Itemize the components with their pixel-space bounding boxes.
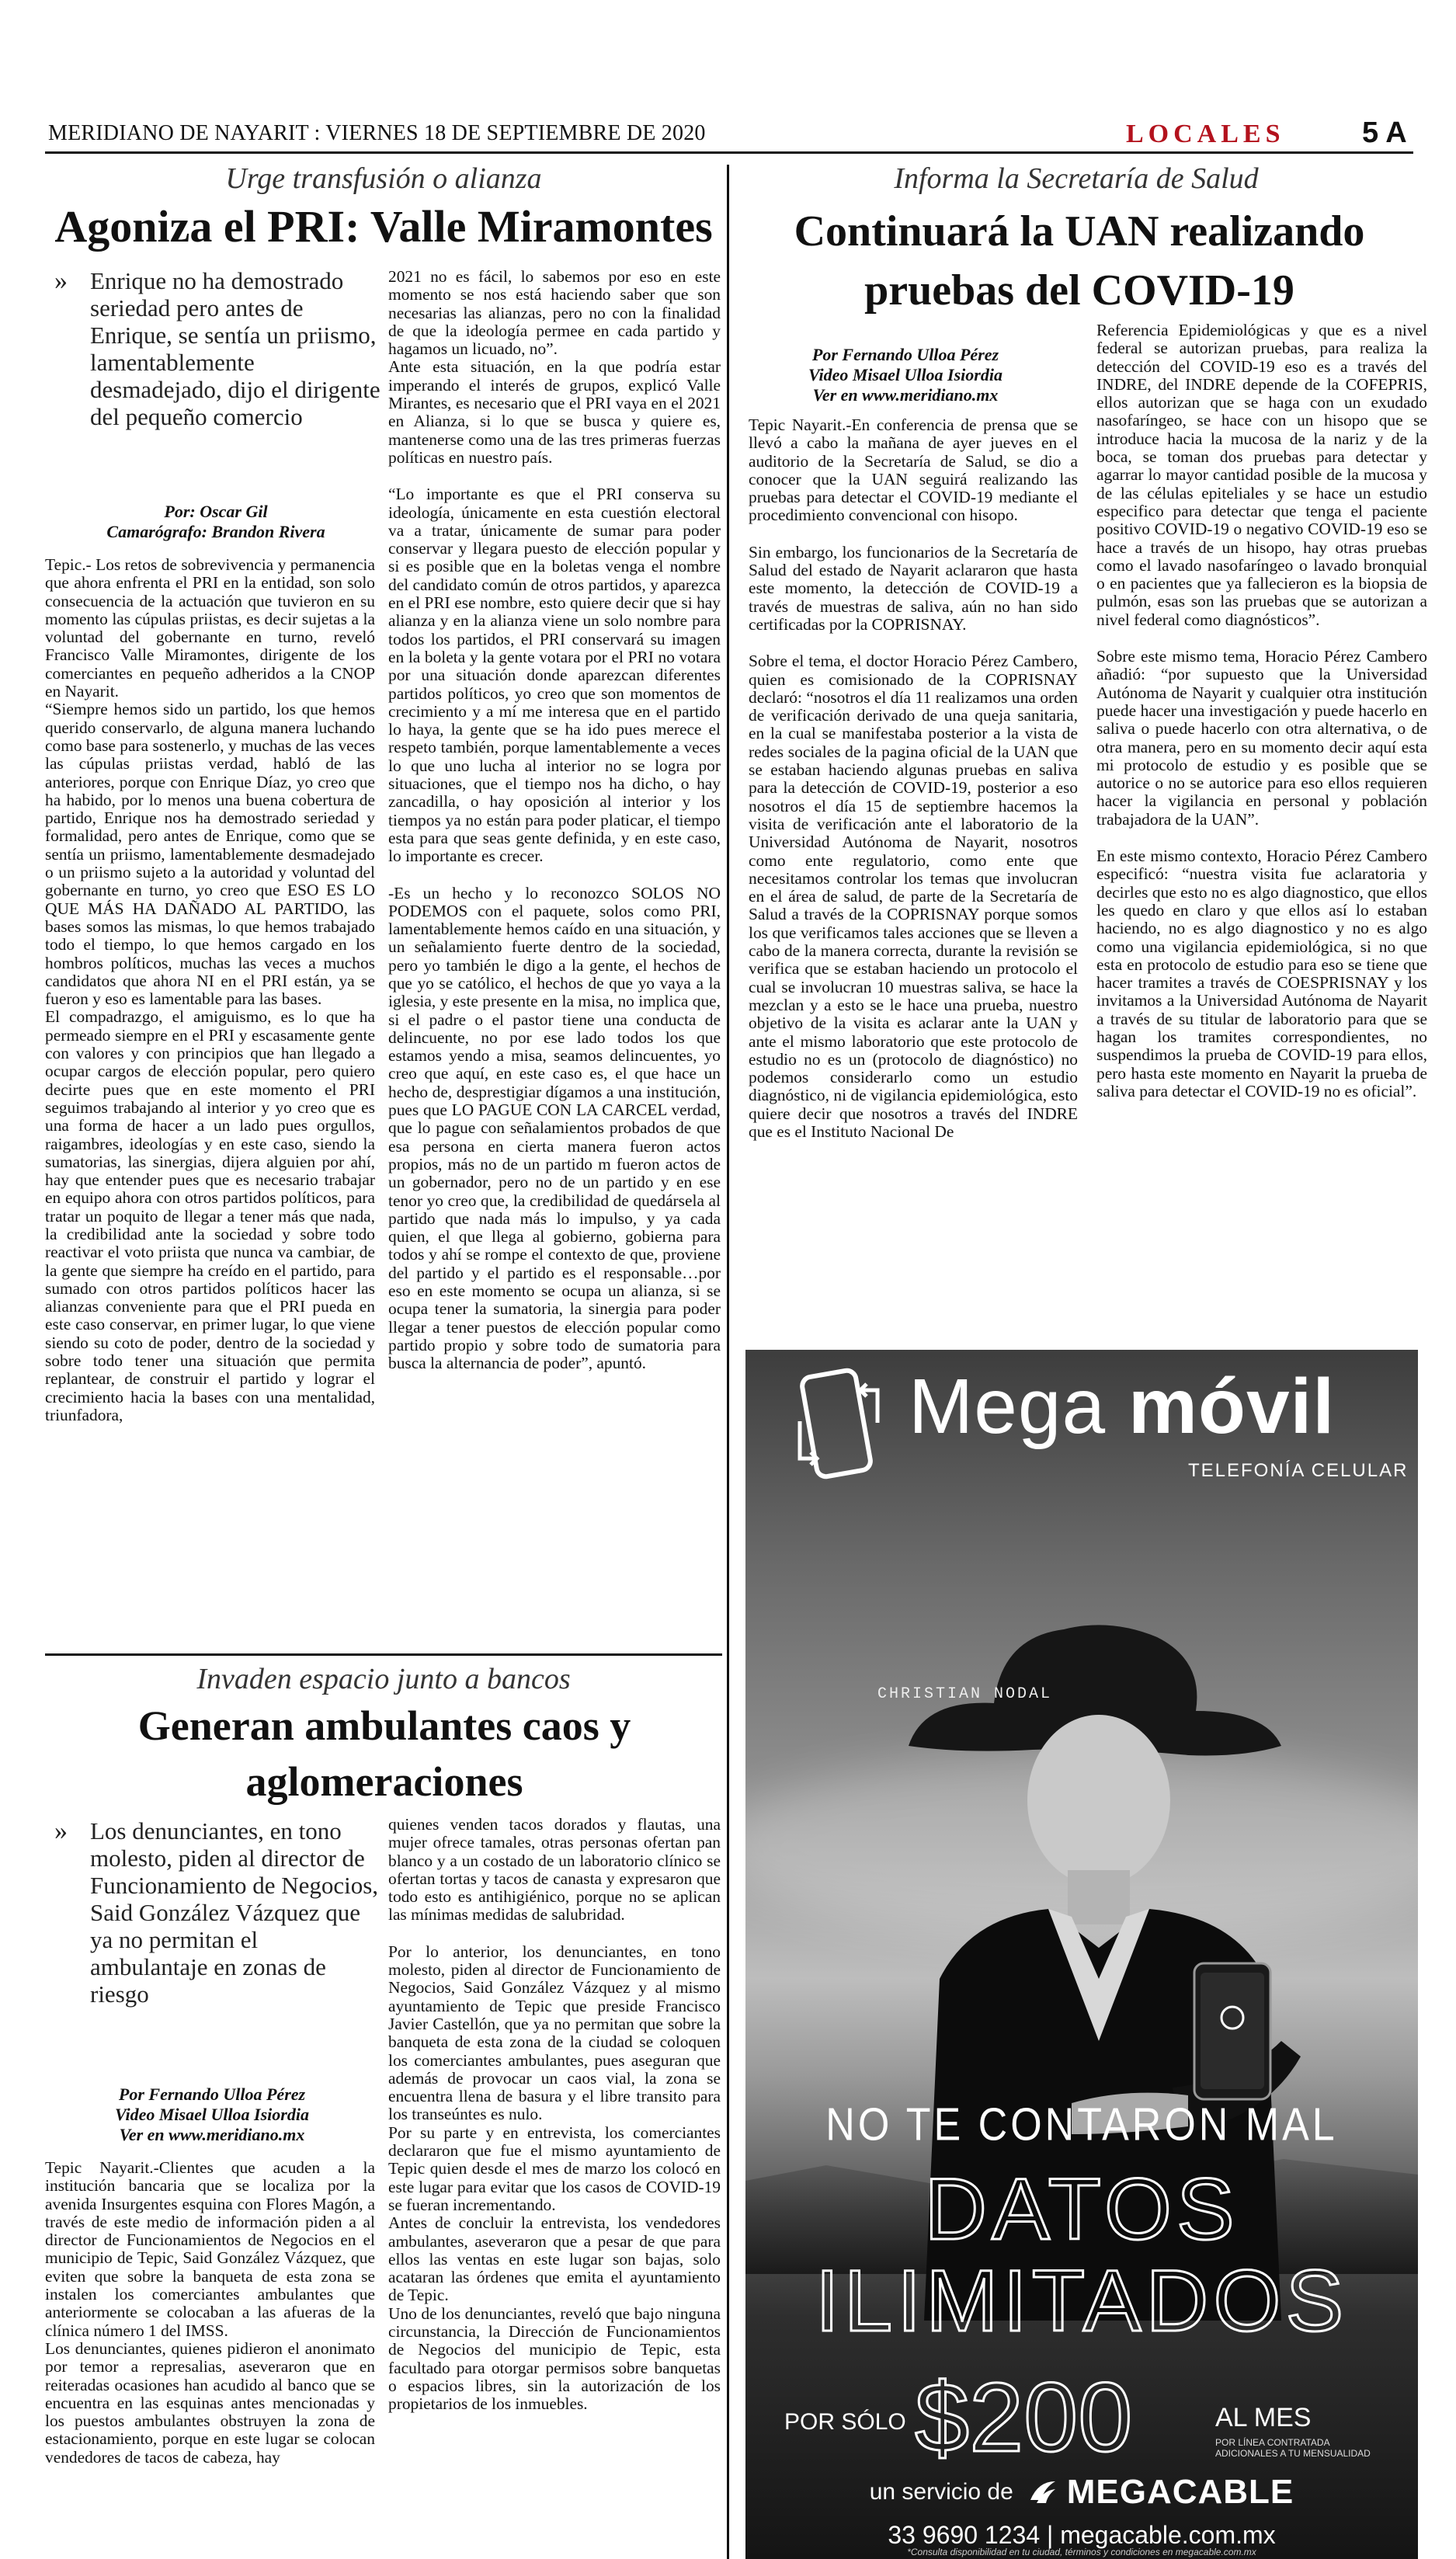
ad-price-period: AL MES <box>1215 2403 1312 2432</box>
article3-byline <box>45 2084 379 2145</box>
ad-brand-light: Mega <box>909 1363 1128 1450</box>
ad-contact[interactable]: 33 9690 1234 | megacable.com.mx <box>888 2521 1276 2549</box>
ad-service-brand: MEGACABLE <box>1066 2473 1294 2511</box>
ad-price-prefix: POR SÓLO <box>784 2409 906 2435</box>
article1-summary <box>45 267 387 430</box>
article3-c2-p2: Por lo anterior, los denunciantes, en tono molesto, piden al director de Funcionamiento de Negocios, Said González Vázquez y al mismo ayuntamiento de Tepic que preside Francisco Javier Castellón, que ya no permitan que sobre la banqueta de esta zona de la ciudad se coloquen los comerciantes ambulantes, pues aseguran que además de provocar un caos vial, la zona se encuentra llena de basura y el libre transito para los transeúntes es nulo. <box>388 1942 721 2124</box>
article3-column-1 <box>45 2159 375 2467</box>
ad-brand-subtitle: TELEFONÍA CELULAR <box>1188 1460 1409 1481</box>
article3-c2-p1: quienes venden tacos dorados y flautas, una mujer ofrece tamales, otras personas ofertan pan blanco y a un costado de un laboratorio clínico se ofertan tortas y tacos de canasta y expresaron que todo esto es antihigiénico, porque no se aplican las mínimas medidas de salubridad. <box>388 1815 721 1924</box>
article3-c1-p1: Tepic Nayarit.-Clientes que acuden a la institución bancaria que se localiza por la avenida Insurgentes esquina con Flores Magón, a través de este medio de información piden a al director de Funcionamientos de Negocios en el municipio de Tepic, Said González Vázquez, que eviten que sobre la banqueta de esta zona se instalen los comerciantes ambulantes que anteriormente se colocaban a las afueras de la clínica número 1 del IMSS. <box>45 2158 375 2340</box>
article1-byline <box>45 502 387 542</box>
ad-price-row <box>784 2363 1406 2472</box>
article2-c2-p1: Referencia Epidemiológicas y que es a nivel federal se autorizan pruebas, para realiza la detección del COVID-19 eso es a través del INDRE, del INDRE depende de la COFEPRIS, ellos autorizan que se haga con un exudado nasofaríngeo, se hace con un hisopo que se introduce hacia la mucosa de la nariz y de la boca, se toman dos pruebas para detectar y agarrar lo mayor cantidad posible de la mucosa y de las células epiteliales y se hace un estudio especifico para detectar que tenga el paciente positivo COVID-19 o negativo COVID-19 eso se hace a través de un hisopo, hay otras pruebas como el lavado nasofaríngeo o lavado bronquial o en pacientes que ya fallecieron es la biopsia de pulmón, esas son las pruebas que se autorizan a nivel federal como diagnósticos”. <box>1096 321 1427 629</box>
article1-c2-p2: Ante esta situación, en la que podría estar imperando el interés de grupos, explicó Valle Mirantes, es necesario que el PRI vaya en el 2021 en Alianza, si lo que se busca y quiere es, mantenerse como una de las tres primeras fuerzas políticas en nuestro país. <box>388 357 721 467</box>
article3-c1-p2: Los denunciantes, quienes pidieron el anonimato por temor a represalias, aseveraron que en reiteradas ocasiones han acudido al banco que se encuentra en las esquinas antes mencionadas y los puestos ambulantes obstruyen la zona de estacionamiento, porque en este lugar se colocan vendedores de tacos de cabeza, hay <box>45 2338 375 2467</box>
article2-video-credit: Video Misael Ulloa Isiordia <box>808 365 1003 384</box>
article2-column-1 <box>749 416 1078 1141</box>
ad-offer-line1: DATOS <box>924 2161 1239 2258</box>
article3-headline: Generan ambulantes caos y aglomeraciones <box>137 1702 631 1805</box>
ad-brand-block <box>745 1350 1418 1528</box>
article1-summary-text: Enrique no ha demostrado seriedad pero antes de Enrique, se sentía un priismo, lamentablemente desmadejado, dijo el dirigente del pequeño comercio <box>90 267 381 430</box>
article2-c1-p2: Sin embargo, los funcionarios de la Secretaría de Salud del estado de Nayarit aclararon que hasta este momento, la detección de COVID-19 a través de muestras de saliva, aún no han sido certificadas por la COPRISNAY. <box>749 542 1078 634</box>
ad-offer-line2: ILIMITADOS <box>815 2252 1349 2349</box>
article1-c2-p4: -Es un hecho y lo reconozco SOLOS NO PODEMOS con el paquete, solos como PRI, lamentablemente hemos caído en una situación, y un señalamiento fuerte dentro de la sociedad, pero yo también le digo a la gente, el hechos de que yo se católico, el hechos de que yo vaya a la iglesia, y este presente en la misa, no implica que, si el padre o el pastor tiene una conducta de delincuente, no por ese lado todos los que estamos yendo a misa, seamos delincuentes, yo creo que aquí, en este caso es, el que hace un hecho de, desprestigiar dígamos a una institución, pues que LO PAGUE CON LA CARCEL verdad, que lo pague con señalamientos probados de que esa persona en cierta manera fueron actos propios, más no de un partido m fueron actos de un gobernador, pero no de un partido y en ese tenor yo creo que, la credibilidad de quedársela al partido que nada más lo impulso, y ya cada quien, el que llega al gobierno, gobierna para todos y ahí se rompe el contexto de que, proviene del partido y el partido es el responsable…por eso en este momento se ocupa un alianza, si se ocupa tener la sumatoria, la sinergia para poder llegar a tener puestos de elección popular como partido propio y sobre todo de sumatoria para busca la alternancia de poder”, apuntó. <box>388 883 721 1373</box>
article3-summary-text: Los denunciantes, en tono molesto, piden al director de Funcionamiento de Negocios, Said González Vázquez que ya no permitan el ambulantaje en zonas de riesgo <box>90 1817 379 2008</box>
article3-video-credit: Video Misael Ulloa Isiordia <box>115 2105 309 2124</box>
article2-kicker: Informa la Secretaría de Salud <box>894 162 1259 195</box>
summary-bullet-icon: » <box>54 1817 68 1845</box>
article1-c2-p3: “Lo importante es que el PRI conserva su ideología, únicamente en esta cuestión electoral va a tratar, únicamente de sumar para poder conservar y llegara puesto de elección popular y si es posible que en la boletas venga el nombre del candidato común de otros partidos, y aparezca en el PRI ese nombre, esto quiere decir que si hay alianza y en la alianza viene un solo nombre para todos los partidos, el PRI conservará su imagen en la boleta y la gente votara por el PRI no votara por una situación donde aparezcan diferentes partidos políticos, yo creo que son momentos de crecimiento y a mí me interesa que en el partido lo haya, la gente que se ha ido pues merece el respeto también, porque lamentablemente a veces lo que uno lucha al interior no se logra por situaciones, que el tiempo nos ha dicho, o hay zancadilla, o hay oposición al interior y los tiempos ya no están para poder platicar, el tiempo esta para que seas gente definida, y en este caso, lo importante es crecer. <box>388 485 721 866</box>
ad-offer <box>745 2161 1418 2349</box>
article3-c2-p3: Por su parte y en entrevista, los comerciantes declararon que fue el mismo ayuntamiento de Tepic quien desde el mes de marzo los colocó en este lugar para evitar que los casos de COVID-19 se fueran incrementando. <box>388 2123 721 2214</box>
ad-brand-bold: móvil <box>1128 1363 1336 1450</box>
page-header <box>45 116 1413 154</box>
masthead-date: MERIDIANO DE NAYARIT : VIERNES 18 DE SEPTIEMBRE DE 2020 <box>48 121 706 145</box>
ad-service-line <box>745 2473 1418 2512</box>
article2-headline: Continuará la UAN realizando pruebas del COVID-19 <box>794 207 1365 315</box>
article2-author: Por Fernando Ulloa Pérez <box>811 345 999 364</box>
article1-headline: Agoniza el PRI: Valle Miramontes <box>54 201 713 252</box>
article2-c2-p3: En este mismo contexto, Horacio Pérez Cambero especificó: “nuestra visita fue aclaratoria y decirles que esto no es algo diagnostico, que ellos les quedo en claro y que ellos así lo estaban haciendo, no es algo diagnostico y no es algo como una vigilancia epidemiológica, si no que esta en protocolo de estudio para eso se tiene que hacer tramites a través de COESPRISNAY y los invitamos a la Universidad Autónoma de Nayarit a través de su titular de laboratorio para que se hagan los tramites correspondientes, no suspendimos la prueba de COVID-19 para ellos, pero hasta este momento en Nayarit la prueba de saliva para detectar el COVID-19 no es oficial”. <box>1096 847 1427 1100</box>
article3-author: Por Fernando Ulloa Pérez <box>118 2084 306 2104</box>
article1-c1-p1: Tepic.- Los retos de sobrevivencia y permanencia que ahora enfrenta el PRI en la entidad, son solo consecuencia de la actuación que tuvieron en su momento las cúpulas priistas, es decir sujetas a la voluntad del gobernante en turno, reveló Francisco Valle Miramontes, dirigente de los comerciantes en pequeño adheridos a la CNOP en Nayarit. <box>45 555 375 701</box>
megamovil-advertisement[interactable] <box>745 1350 1418 2559</box>
ad-service-prefix: un servicio de <box>869 2479 1013 2505</box>
ad-brand-title <box>909 1362 1335 1452</box>
article3-column-2 <box>388 1816 721 2414</box>
megacable-logo-icon <box>1027 2477 1058 2508</box>
article1-c1-p3: El compadrazgo, el amiguismo, es lo que ha permeado siempre en el PRI y escasamente gente con valores y con principios que han llegado a ocupar cargos de elección popular, pero quiero decirte pues que en este momento el PRI seguimos trabajando al interior y yo creo que es una forma de hacer a un lado pues orgullos, raigambres, ideologías y en este caso, siendo la sumatorias, las sinergias, dijera alguien por ahí, hay que entender pues que es necesario trabajar en equipo ahora con otros partidos políticos, para tratar un poquito de llegar a tener más que nada, la credibilidad ante la sociedad y sobre todo reactivar el voto priista que nunca va cambiar, de la gente que siempre ha creído en el partido, para sumado con otros partidos políticos hacer las alianzas conveniente para que el PRI pueda en este caso conservar, en primer lugar, lo que viene siendo su coto de poder, dentro de la sociedad y sobre todo tener una situación que permita replantear, de construir el partido y lograr el crecimiento hacia la bases con una mentalidad, triunfadora, <box>45 1007 375 1424</box>
article1-column-2 <box>388 268 721 1373</box>
article2-c1-p1: Tepic Nayarit.-En conferencia de prensa que se llevó a cabo la mañana de ayer jueves en el auditorio de la Secretaría de Salud, se dio a conocer que la UAN seguirá realizando las pruebas para detectar el COVID-19 mediante el procedimiento convencional con hisopo. <box>749 415 1078 525</box>
phone-sync-icon <box>792 1367 885 1491</box>
article2-column-2 <box>1096 322 1427 1100</box>
article3-summary <box>45 1817 379 2008</box>
article1-column-1 <box>45 556 375 1424</box>
ad-price-note: POR LÍNEA CONTRATADA ADICIONALES A TU MENSUALIDAD <box>1215 2437 1371 2459</box>
article2-c1-p3: Sobre el tema, el doctor Horacio Pérez Cambero, quien es comisionado de la COPRISNAY declaró: “nosotros el día 11 realizamos una orden de verificación derivado de una queja sanitaria, en la cual se manifestaba posterior a la vista de redes sociales de la pagina oficial de la UAN que se estaban haciendo algunas pruebas en saliva para la detección de COVID-19, posterior a eso nosotros el día 15 de septiembre hacemos la visita de verificación ante el laboratorio de la Universidad Autónoma de Nayarit, nosotros como ente regulatorio, como ente que necesitamos controlar los temas que involucran en el área de salud, de parte de la Secretaría de Salud a través de la COPRISNAY porque somos los que verificamos tales acciones que se lleven a cabo de la manera correcta, durante la revisión se verifica que se estaban haciendo un protocolo el cual se involucran 10 muestras saliva, se hace la mezclan y a esto se le hace una prueba, nuestro objetivo de la visita es aclarar ante la UAN y ante el mismo laboratorio que este protocolo de estudio no es un (protocolo de diagnóstico) no podemos considerarlo como un estudio diagnóstico, ni de vigilancia epidemiológica, esto quiere decir que nosotros a través del INDRE que es el Instituto Nacional De <box>749 652 1078 1141</box>
summary-bullet-icon: » <box>54 266 68 295</box>
article2-c2-p2: Sobre este mismo tema, Horacio Pérez Cambero añadió: “por supuesto que la Universidad Autónoma de Nayarit y cualquier otra institución puede hacer una investigación y puede hacerlo en saliva o puede hacerlo con otra alternativa, o de otra manera, pero en su momento decir aquí esta mi protocolo de estudio y es posible que se autorice o no se autorice para eso ellos requieren hacer la vigilancia en personal y población trabajadora de la UAN”. <box>1096 647 1427 829</box>
article3-web-link[interactable]: Ver en www.meridiano.mx <box>119 2125 305 2144</box>
ad-price: $200 <box>915 2363 1133 2472</box>
article3-kicker: Invaden espacio junto a bancos <box>196 1663 571 1695</box>
section-name: LOCALES <box>1126 120 1285 148</box>
ad-tagline: NO TE CONTARON MAL <box>825 2098 1338 2151</box>
article1-cameraman: Camarógrafo: Brandon Rivera <box>106 522 325 541</box>
column-divider-vertical <box>727 165 729 2559</box>
ad-disclaimer: *Consulta disponibilidad en tu ciudad, términos y condiciones en megacable.com.mx <box>907 2547 1256 2557</box>
ad-artist-name: CHRISTIAN NODAL <box>877 1685 1053 1703</box>
article2-web-link[interactable]: Ver en www.meridiano.mx <box>812 385 999 405</box>
article2-byline <box>735 345 1076 405</box>
article1-c1-p2: “Siempre hemos sido un partido, los que hemos querido conservarlo, de alguna manera luchando como base para sostenerlo, y muchas de las veces las cúpulas priistas verdad, habló de las anteriores, porque con Enrique Díaz, yo creo que ha habido, por lo menos una buena cobertura de partido, Enrique nos ha demostrado seriedad y formalidad, pero antes de Enrique, como que se sentía un priismo, lamentablemente desmadejado o un priismo sujeto a la autoridad y voluntad del gobernante en turno, yo creo que ESO ES LO QUE MÁS HA DAÑADO AL PARTIDO, las bases somos las mismas, lo que hemos trabajado todo el tiempo, lo que hemos cargado en los hombros políticos, muchas las veces a muchos candidatos que ahora NI en el PRI están, ya se fueron y eso es lamentable para las bases. <box>45 700 375 1009</box>
article-divider-horizontal <box>45 1653 722 1656</box>
article3-c2-p5: Uno de los denunciantes, reveló que bajo ninguna circunstancia, la Dirección de Funcionamientos de Negocios del municipio de Tepic, esta facultado para otorgar permisos sobre banquetas o espacios libres, sin la autorización de los propietarios de los inmuebles. <box>388 2303 721 2414</box>
article1-kicker: Urge transfusión o alianza <box>225 162 542 195</box>
article1-c2-p1: 2021 no es fácil, lo sabemos por eso en este momento se nos está haciendo saber que son necesarias las alianzas, pero no con la finalidad de que la ideología permee en cada partido y hagamos un licuado, no”. <box>388 267 721 359</box>
page-number: 5 A <box>1362 116 1407 149</box>
article1-author: Por: Oscar Gil <box>164 502 268 521</box>
article3-c2-p4: Antes de concluir la entrevista, los vendedores ambulantes, aseveraron que a pesar de que para ellos las ventas en este lugar son bajas, solo acataran las órdenes que emita el ayuntamiento de Tepic. <box>388 2213 721 2305</box>
